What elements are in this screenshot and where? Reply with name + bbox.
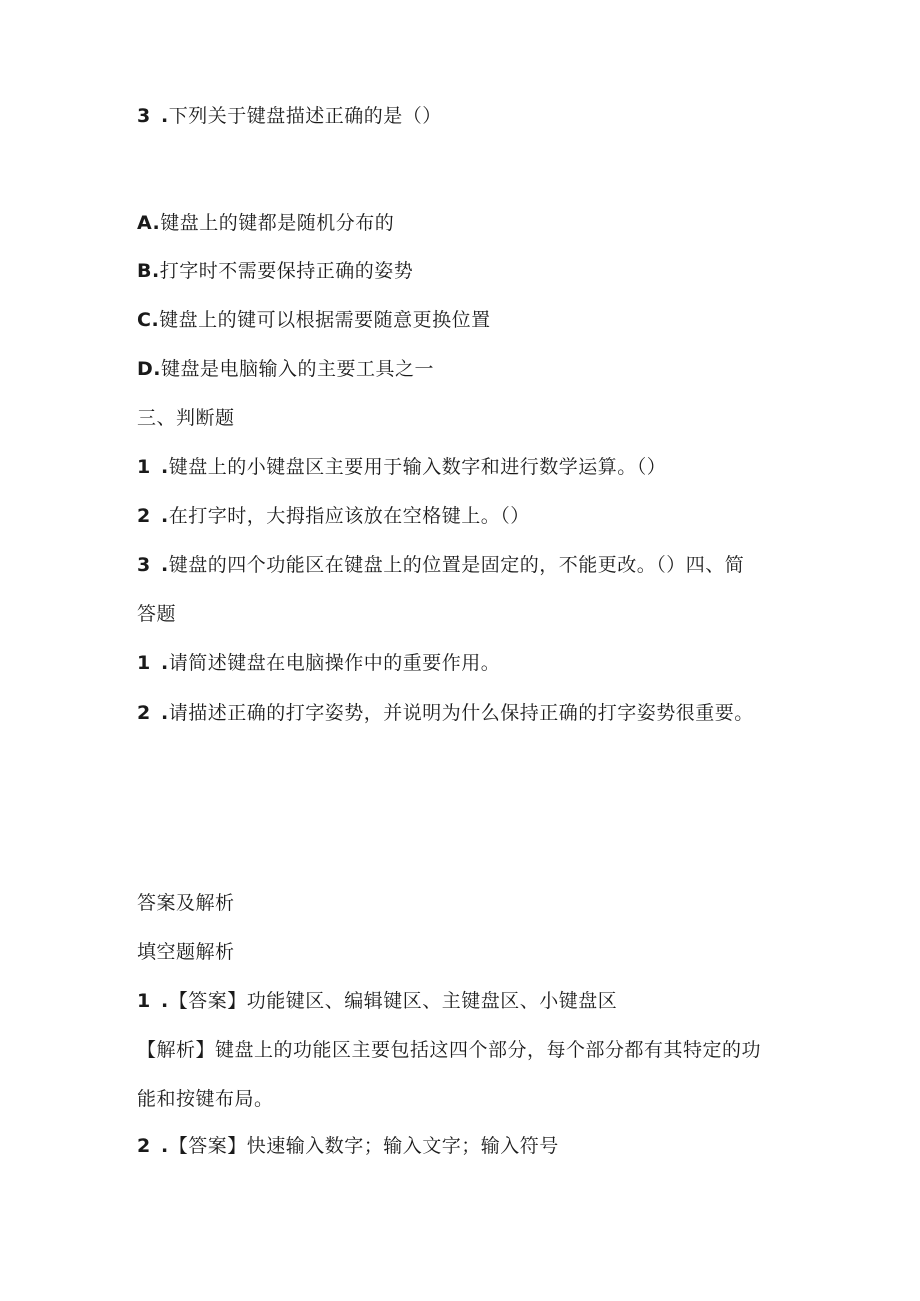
option-a [137,211,394,235]
judgement-item-1 [137,455,666,479]
item-separator: . [161,456,169,478]
option-b [137,259,413,283]
item-separator: . [161,505,169,527]
item-text: 键盘的四个功能区在键盘上的位置是固定的，不能更改。（）四、简 [168,554,745,576]
option-letter: D. [137,358,161,380]
item-separator: . [161,554,169,576]
item-number: 1 [137,652,151,674]
option-letter: A. [137,212,161,234]
item-text: 在打字时，大拇指应该放在空格键上。（） [168,505,530,527]
option-text: 键盘上的键都是随机分布的 [160,212,395,234]
judgement-item-2 [137,504,530,528]
item-number: 1 [137,456,151,478]
item-number: 2 [137,505,151,527]
item-separator: . [161,652,169,674]
answer-2 [137,1134,559,1158]
answer-text: 【答案】快速输入数字；输入文字；输入符号 [168,1135,559,1157]
question-separator: . [161,105,169,127]
answer-separator: . [161,990,169,1012]
answers-title: 答案及解析 [137,892,235,914]
answer-1 [137,989,617,1013]
question-3 [137,104,442,128]
item-number: 2 [137,702,151,724]
option-text: 键盘上的键可以根据需要随意更换位置 [159,309,491,331]
option-d [137,357,434,381]
question-number: 3 [137,105,151,127]
option-letter: B. [137,260,160,282]
item-text: 请描述正确的打字姿势，并说明为什么保持正确的打字姿势很重要。 [168,702,754,724]
answer-number: 1 [137,990,151,1012]
answer-1-explanation-line-1: 【解析】键盘上的功能区主要包括这四个部分，每个部分都有其特定的功 [137,1039,762,1061]
answer-1-explanation-line-2: 能和按键布局。 [137,1088,274,1110]
answer-separator: . [161,1135,169,1157]
item-text: 键盘上的小键盘区主要用于输入数字和进行数学运算。（） [168,456,667,478]
item-number: 3 [137,554,151,576]
option-letter: C. [137,309,160,331]
option-text: 键盘是电脑输入的主要工具之一 [161,358,435,380]
item-text: 请简述键盘在电脑操作中的重要作用。 [168,652,501,674]
option-text: 打字时不需要保持正确的姿势 [159,260,414,282]
answer-text: 【答案】功能键区、编辑键区、主键盘区、小键盘区 [168,990,618,1012]
answers-subtitle: 填空题解析 [137,941,235,963]
answer-number: 2 [137,1135,151,1157]
section-title-short-answer-wrap: 答题 [137,603,177,625]
section-title-judgement: 三、判断题 [137,407,235,429]
question-text: 下列关于键盘描述正确的是（） [168,105,442,127]
short-answer-item-1 [137,651,500,675]
judgement-item-3 [137,553,744,577]
option-c [137,308,491,332]
short-answer-item-2 [137,701,754,725]
item-separator: . [161,702,169,724]
